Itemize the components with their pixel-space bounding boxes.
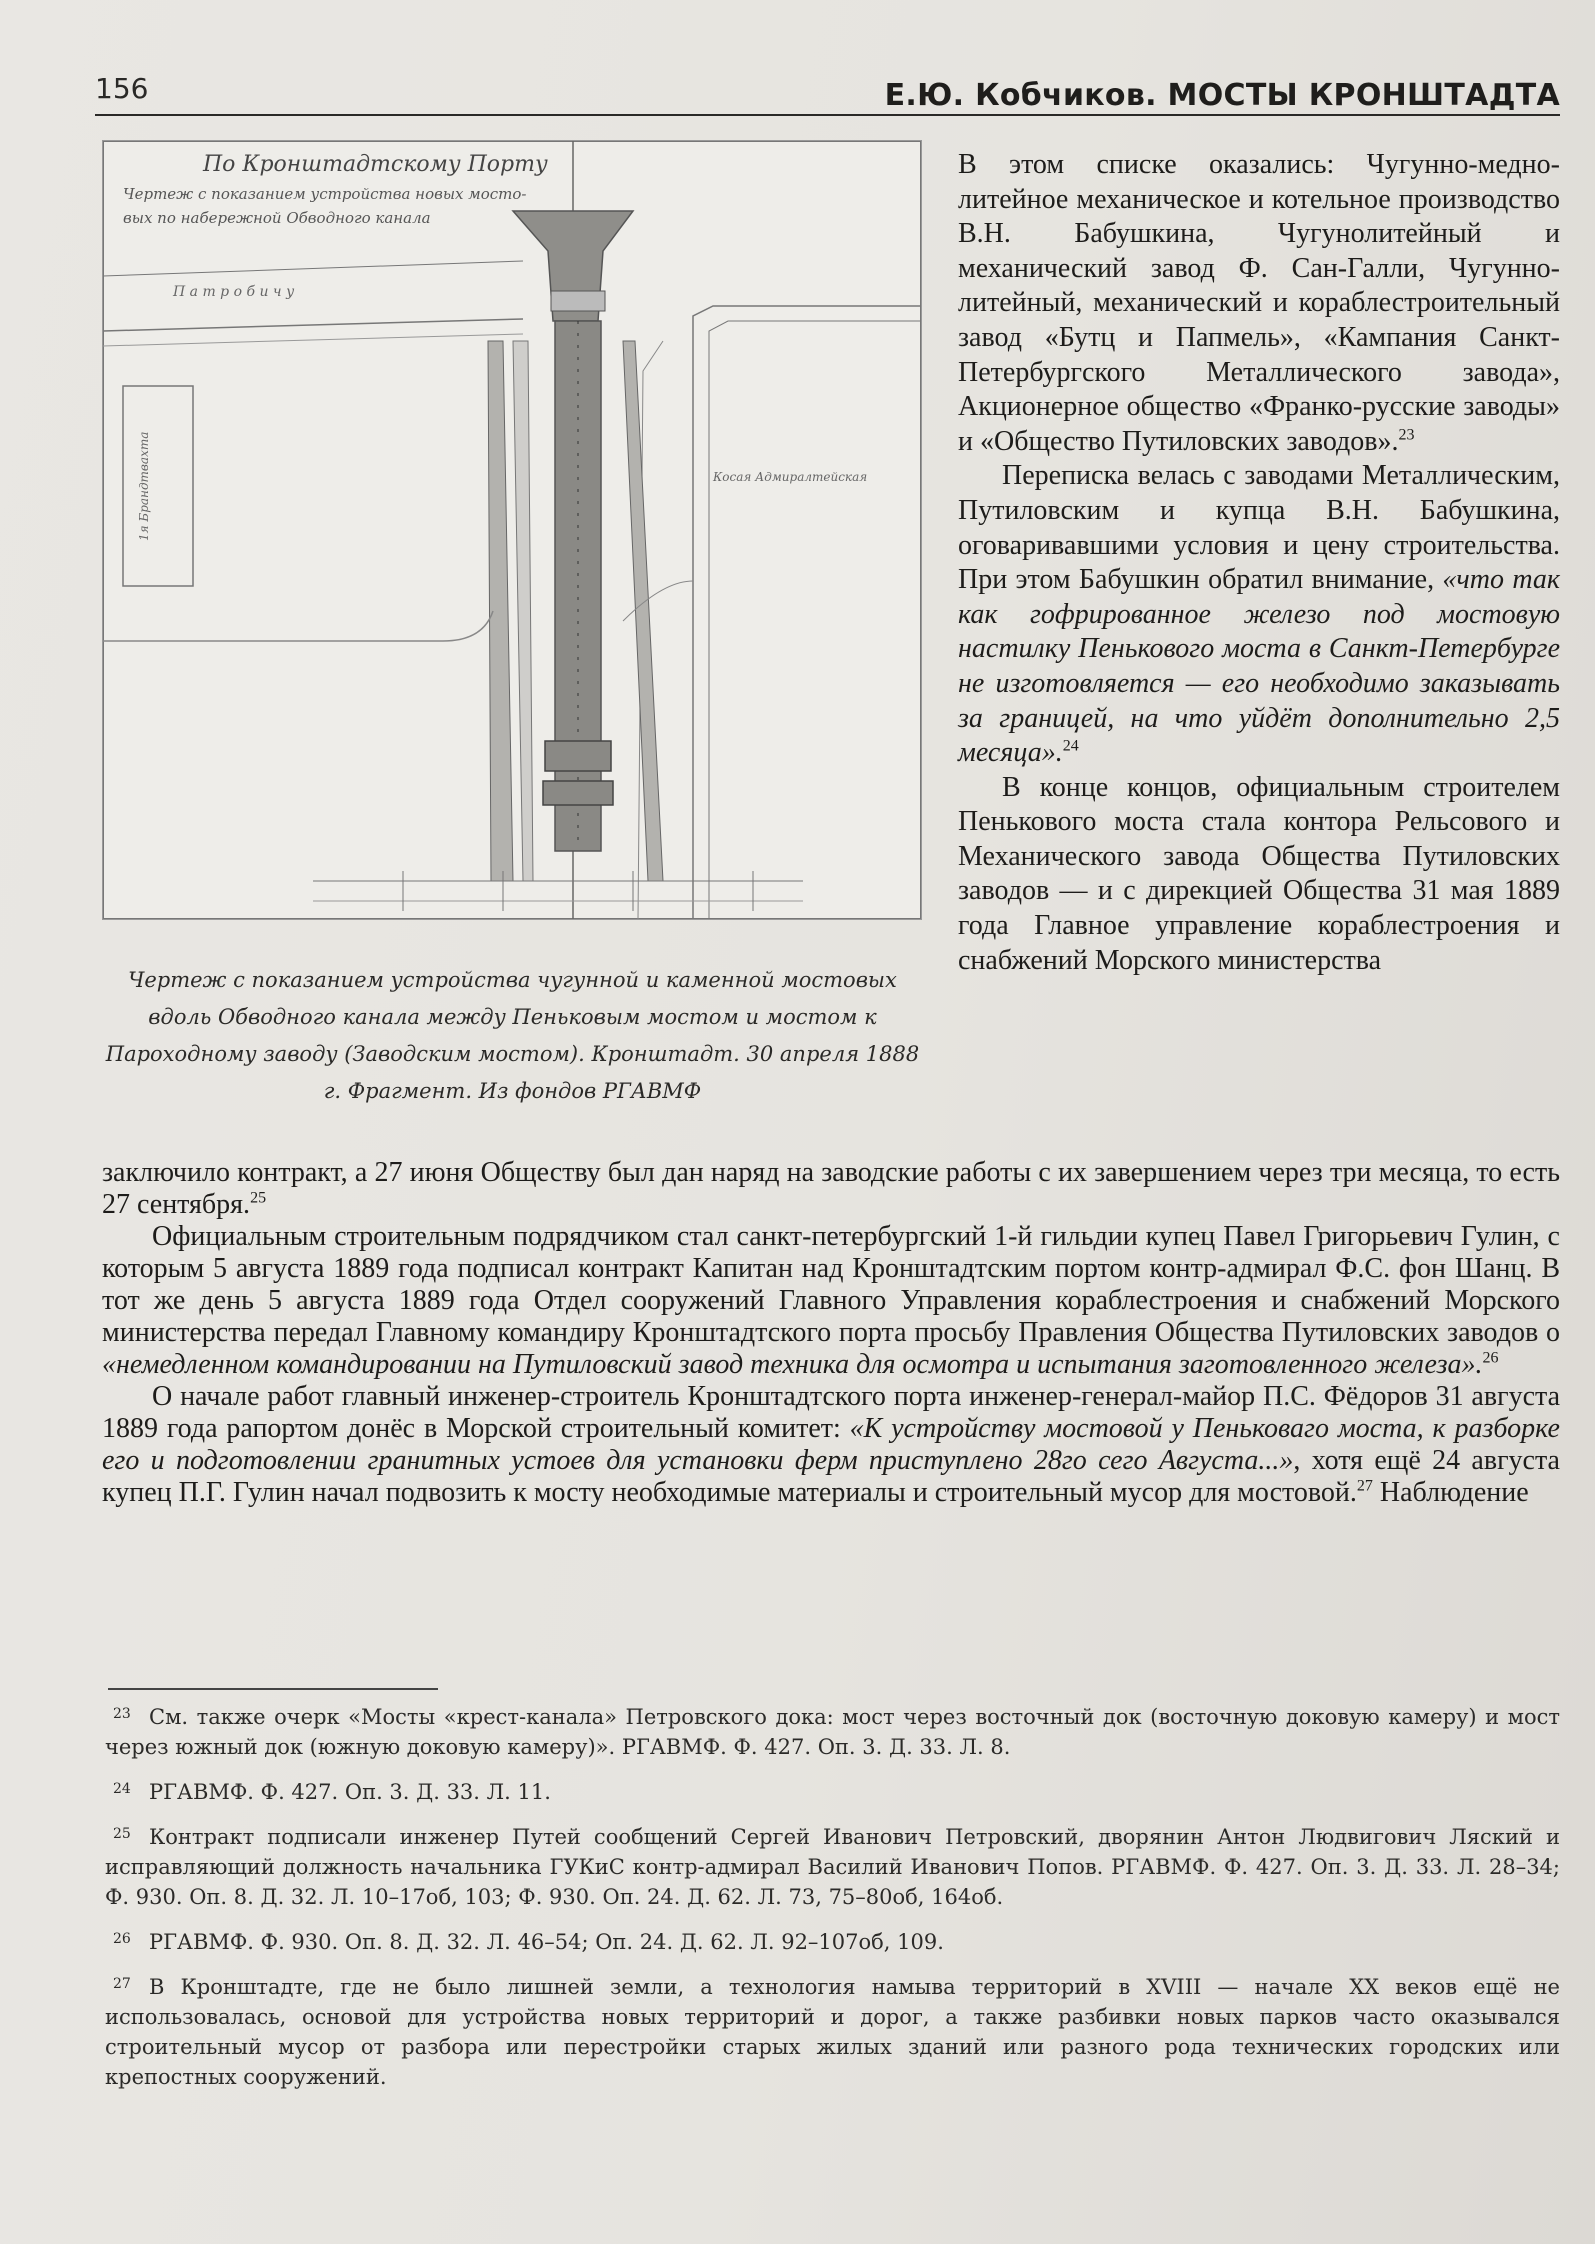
svg-text:Косая Адмиралтейская: Косая Адмиралтейская — [713, 470, 868, 484]
page-number: 156 — [95, 72, 149, 105]
paragraph-2: Переписка велась с заводами Металлическим, Путиловским и купца В.Н. Бабушкина, оговаривавшими условия и цену строительства. При этом Бабушкин обратил внимание, «что так как гофрированное железо под мостовую настилку Пенькового моста в Санкт-Петербурге не изготовляется — его необходимо заказывать за границей, на что уйдёт дополнительно 2,5 месяца».$^{24}$ — [958, 460, 1560, 769]
right-column-text — [958, 148, 1560, 978]
full-width-text — [102, 1157, 1560, 1509]
svg-text:П а т р о б и ч у: П а т р о б и ч у — [173, 284, 295, 300]
footnote-23: 23 См. также очерк «Мосты «крест-канала» Петровского дока: мост через восточный док (восточную доковую камеру) и мост через южный док (южную доковую камеру)». РГАВМФ. Ф. 427. Оп. 3. Д. 33. Л. 8. — [105, 1705, 1560, 1759]
historical-drawing — [102, 140, 922, 920]
footnote-ref-26[interactable]: 26 — [1482, 1349, 1499, 1367]
footnote-27: 27 В Кронштадте, где не было лишней земли, а технология намыва территорий в XVIII — начале XX веков ещё не использовалась, основой для устройства новых территорий и дорог, а также разбивки новых парков часто оказывался строительный мусор от разбора или перестройки старых жилых зданий или разного рода технических городских или крепостных сооружений. — [105, 1975, 1560, 2089]
paragraph-3-continued: заключило контракт, а 27 июня Обществу был дан наряд на заводские работы с их завершением через три месяца, то есть 27 сентября.$^{25}$ — [102, 1157, 1560, 1220]
footnote-divider — [108, 1688, 438, 1690]
paragraph-1: В этом списке оказались: Чугунно-медно-литейное механическое и котельное производство В.Н. Бабушкина, Чугунолитейный и механический завод Ф. Сан-Галли, Чугунно-литейный, механический и кораблестроительный завод «Бутц и Папмель», «Кампания Санкт-Петербургского Металлического завода», Акционерное общество «Франко-русские заводы» и «Общество Путиловских заводов».$^{23}$ — [958, 149, 1560, 457]
drawing-title: По Кронштадтскому Порту — [203, 152, 548, 177]
footnotes — [105, 1702, 1560, 2107]
footnote-24: 24 РГАВМФ. Ф. 427. Оп. 3. Д. 33. Л. 11. — [113, 1780, 551, 1804]
paragraph-3: В конце концов, официальным строителем Пенькового моста стала контора Рельсового и Механического завода Общества Путиловских заводов — и с дирекцией Общества 31 мая 1889 года Главное управление кораблестроения и снабжений Морского министерства — [958, 771, 1560, 976]
drawing-subtitle-1: Чертеж с показанием устройства новых мосто- — [123, 185, 527, 203]
paragraph-5: О начале работ главный инженер-строитель Кронштадтского порта инженер-генерал-майор П.С. Фёдоров 31 августа 1889 года рапортом донёс в Морской строительный комитет: «К устройству мостовой у Пеньковаго моста, к разборке его и подготовлении гранитных устоев для установки ферм приступлено 28го сего Августа...», хотя ещё 24 августа купец П.Г. Гулин начал подвозить к мосту необходимые материалы и строительный мусор для мостовой.$^{27}$ Наблюдение — [102, 1381, 1560, 1508]
svg-text:1я Брандтвахта: 1я Брандтвахта — [137, 431, 151, 541]
footnote-25: 25 Контракт подписали инженер Путей сообщений Сергей Иванович Петровский, дворянин Антон Людвигович Ляский и исправляющий должность начальника ГУКиС контр-адмирал Василий Иванович Попов. РГАВМФ. Ф. 427. Оп. 3. Д. 33. Л. 28–34; Ф. 930. Оп. 8. Д. 32. Л. 10–17об, 103; Ф. 930. Оп. 24. Д. 62. Л. 73, 75–80об, 164об. — [105, 1825, 1560, 1909]
footnote-ref-23[interactable]: 23 — [1398, 426, 1415, 444]
footnote-ref-25[interactable]: 25 — [250, 1189, 267, 1207]
figure-caption: Чертеж с показанием устройства чугунной и каменной мостовых вдоль Обводного канала между Пеньковым мостом и мостом к Пароходному заводу (Заводским мостом). Кронштадт. 30 апреля 1888 г. Фрагмент. Из фондов РГАВМФ — [105, 968, 920, 1103]
running-title: Е.Ю. Кобчиков. МОСТЫ КРОНШТАДТА — [884, 78, 1560, 113]
footnote-26: 26 РГАВМФ. Ф. 930. Оп. 8. Д. 32. Л. 46–54; Оп. 24. Д. 62. Л. 92–107об, 109. — [113, 1930, 944, 1954]
drawing-subtitle-2: вых по набережной Обводного канала — [123, 209, 431, 227]
page-header — [95, 70, 1560, 116]
paragraph-4: Официальным строительным подрядчиком стал санкт-петербургский 1-й гильдии купец Павел Григорьевич Гулин, с которым 5 августа 1889 года подписал контракт Капитан над Кронштадтским портом контр-адмирал Ф.С. фон Шанц. В тот же день 5 августа 1889 года Отдел сооружений Главного Управления кораблестроения и снабжений Морского министерства передал Главному командиру Кронштадтского порта просьбу Правления Общества Путиловских заводов о «немедленном командировании на Путиловский завод техника для осмотра и испытания заготовленного железа».$^{26}$ — [102, 1221, 1560, 1380]
footnote-ref-27[interactable]: 27 — [1356, 1477, 1373, 1495]
footnote-ref-24[interactable]: 24 — [1062, 737, 1079, 755]
